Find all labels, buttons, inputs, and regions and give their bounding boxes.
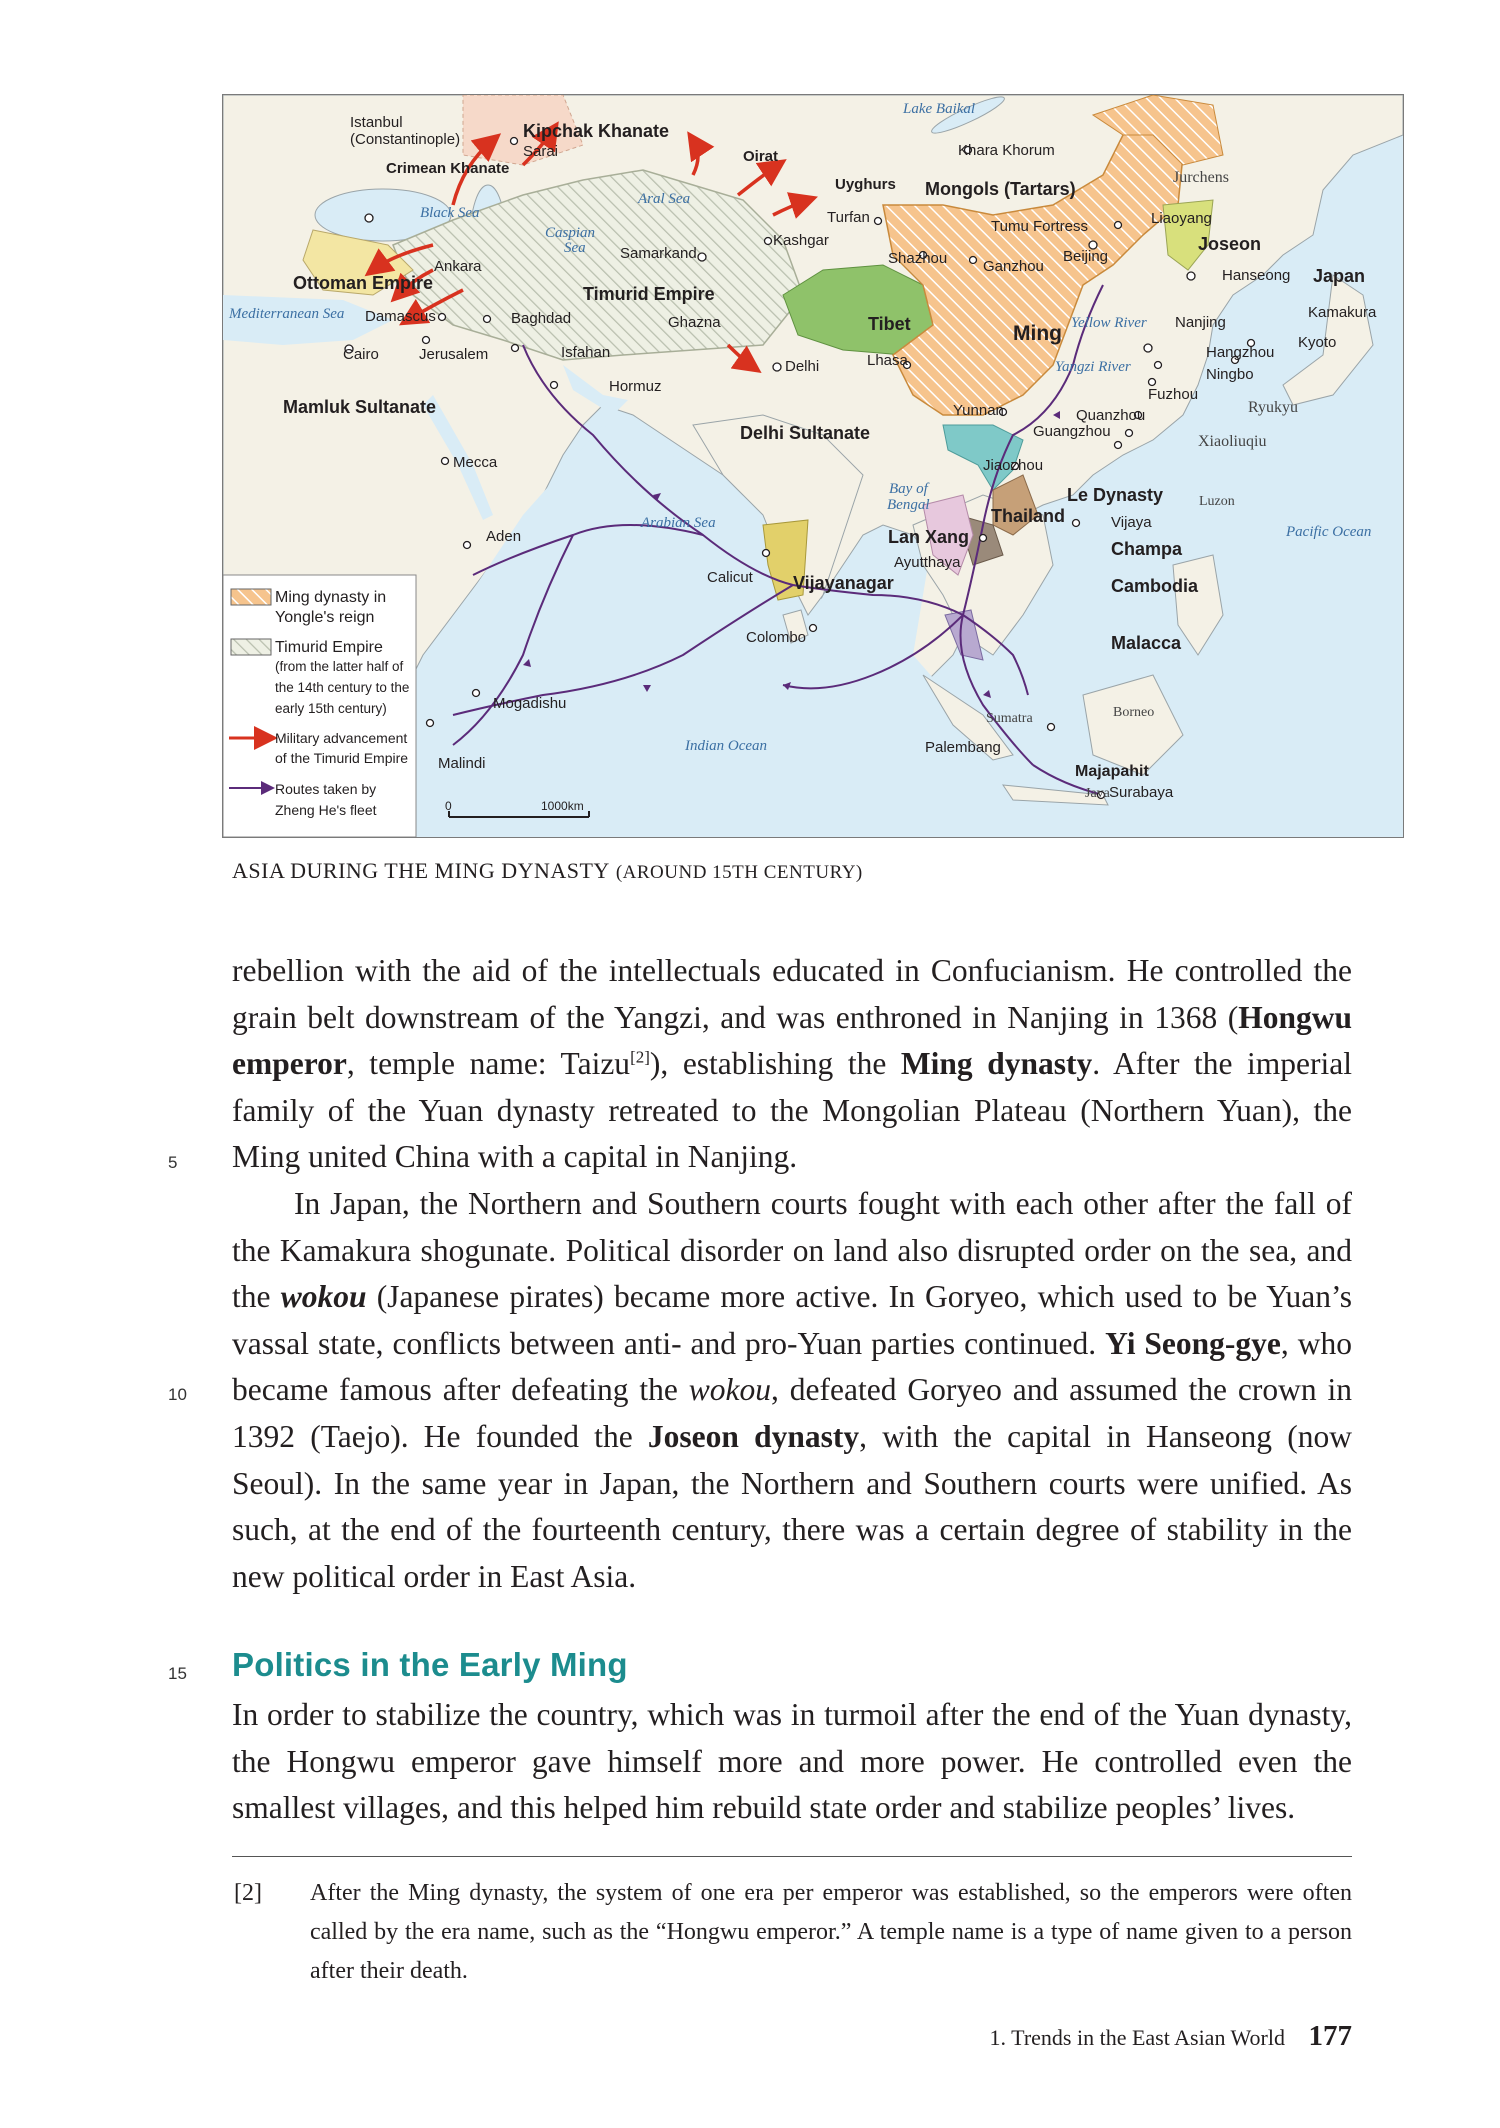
label-aden: Aden — [486, 528, 522, 545]
paragraph-3: In order to stabilize the country, which was in turmoil after the end of the Yuan dynasty, the Hongwu emperor gave himself more and more power. He controlled even the smallest villages, and this helped him rebuild state order and stabilize peoples’ lives. — [232, 1697, 1352, 1826]
label-mecca: Mecca — [453, 454, 498, 471]
label-uyghurs: Uyghurs — [835, 176, 896, 193]
label-thailand: Thailand — [991, 506, 1066, 526]
label-bay-2: Bengal — [887, 497, 930, 513]
label-baghdad: Baghdad — [511, 310, 572, 327]
label-malacca: Malacca — [1111, 633, 1182, 653]
label-caspian-2: Sea — [564, 240, 586, 256]
footer-chapter: 1. Trends in the East Asian World — [989, 2025, 1285, 2050]
label-bay-1: Bay of — [889, 481, 928, 497]
label-vijaya: Vijaya — [1111, 514, 1152, 531]
label-borneo: Borneo — [1113, 705, 1155, 720]
page-number: 177 — [1308, 2020, 1352, 2052]
body-paragraph-3 — [232, 1692, 1352, 1832]
paragraph-1 — [232, 948, 1352, 1181]
label-oirat: Oirat — [743, 148, 779, 165]
label-jerusalem: Jerusalem — [419, 346, 489, 363]
scale-zero: 0 — [445, 799, 452, 813]
label-hangzhou: Hangzhou — [1206, 344, 1275, 361]
p2-term-wokou: wokou — [280, 1279, 367, 1315]
line-number-10: 10 — [168, 1385, 187, 1404]
body-paragraphs — [232, 948, 1352, 1600]
label-xiaoliuqiu: Xiaoliuqiu — [1198, 433, 1267, 450]
label-kamakura: Kamakura — [1308, 304, 1377, 321]
p1-text-c: , temple name: Taizu — [346, 1046, 631, 1082]
label-yunnan: Yunnan — [953, 402, 1004, 419]
label-cambodia: Cambodia — [1111, 576, 1199, 596]
label-le-dynasty: Le Dynasty — [1067, 485, 1164, 505]
label-istanbul-2: (Constantinople) — [350, 131, 461, 148]
label-colombo: Colombo — [746, 629, 807, 646]
footnote-divider — [232, 1856, 1352, 1857]
label-ryukyu: Ryukyu — [1248, 399, 1299, 416]
label-vijayanagar: Vijayanagar — [793, 573, 894, 593]
label-lhasa: Lhasa — [867, 352, 908, 369]
line-number-5: 5 — [168, 1153, 178, 1172]
label-istanbul-1: Istanbul — [350, 114, 403, 131]
label-japan: Japan — [1313, 266, 1366, 286]
label-damascus: Damascus — [365, 308, 436, 325]
section-heading: Politics in the Early Ming — [232, 1646, 628, 1683]
label-ghazna: Ghazna — [668, 314, 721, 331]
p1-text-a: rebellion with the aid of the intellectuals educated in Confucianism. He controlled the grain belt downstream of the Yangzi, and was enthroned in Nanjing in 1368 ( — [232, 953, 1352, 1035]
label-crimean-khanate: Crimean Khanate — [386, 160, 510, 177]
label-ankara: Ankara — [434, 258, 482, 275]
legend-ming-1: Ming dynasty in — [275, 589, 387, 606]
label-majapahit: Majapahit — [1075, 763, 1149, 780]
label-samarkand: Samarkand — [620, 245, 697, 262]
label-mediterranean-sea: Mediterranean Sea — [229, 306, 345, 322]
label-timurid-empire: Timurid Empire — [583, 284, 715, 304]
legend-ming-2: Yongle's reign — [275, 609, 375, 626]
p2-text-e: , who became famous after defeating the — [232, 1325, 1353, 1408]
legend-swatch-timurid — [231, 639, 271, 655]
label-kipchak-khanate: Kipchak Khanate — [523, 121, 670, 141]
label-guangzhou: Guangzhou — [1033, 423, 1111, 440]
label-malindi: Malindi — [438, 755, 486, 772]
label-arabian-sea: Arabian Sea — [641, 515, 716, 531]
scale-km: 1000km — [541, 799, 584, 813]
legend-timurid-2: (from the latter half of — [275, 659, 404, 674]
label-yangzi-river: Yangzi River — [1055, 359, 1131, 375]
label-khara-khorum: Khara Khorum — [958, 142, 1055, 159]
label-java: Java — [1085, 786, 1110, 801]
p2-bold-joseon: Joseon dynasty — [647, 1418, 860, 1454]
label-aral-sea: Aral Sea — [638, 191, 691, 207]
label-caspian-1: Caspian — [545, 225, 596, 241]
label-ottoman-empire: Ottoman Empire — [293, 273, 434, 293]
label-cairo: Cairo — [343, 346, 379, 363]
p2-term-wokou-2: wokou — [688, 1372, 772, 1408]
label-calicut: Calicut — [707, 569, 753, 586]
map-caption — [232, 858, 863, 884]
label-lake-baikal: Lake Baikal — [903, 101, 976, 117]
legend-military-2: of the Timurid Empire — [275, 750, 409, 766]
paragraph-2 — [232, 1181, 1352, 1600]
label-yellow-river: Yellow River — [1071, 315, 1147, 331]
label-tibet: Tibet — [868, 314, 911, 334]
label-kyoto: Kyoto — [1298, 334, 1337, 351]
p1-text-d: ), establishing the — [649, 1046, 901, 1082]
label-surabaya: Surabaya — [1109, 784, 1174, 801]
footnote — [232, 1874, 1352, 1991]
label-quanzhou: Quanzhou — [1076, 407, 1146, 424]
label-luzon: Luzon — [1199, 494, 1235, 509]
label-delhi: Delhi — [785, 358, 820, 375]
p2-bold-yi: Yi Seong-gye — [1105, 1325, 1281, 1361]
label-nanjing: Nanjing — [1175, 314, 1226, 331]
label-hanseong: Hanseong — [1222, 267, 1291, 284]
caption-sub: (AROUND 15TH CENTURY) — [615, 862, 863, 883]
label-black-sea: Black Sea — [420, 205, 480, 221]
label-ganzhou: Ganzhou — [983, 258, 1044, 275]
legend-swatch-ming — [231, 589, 271, 605]
legend-timurid-4: early 15th century) — [275, 701, 387, 716]
label-joseon: Joseon — [1198, 234, 1262, 254]
p2-text-i: , with the capital in Hanseong (now Seoul). In the same year in Japan, the Northern and Southern courts were unified. As such, at the end of the fourteenth century, there was a certain degree of stability in the new political order in East Asia. — [232, 1418, 1352, 1594]
label-kashgar: Kashgar — [773, 232, 829, 249]
footnote-ref[interactable]: [2] — [630, 1047, 650, 1067]
label-liaoyang: Liaoyang — [1151, 210, 1212, 227]
p2-text-g: , defeated Goryeo and assumed the crown in 1392 (Taejo). He founded the — [232, 1372, 1352, 1454]
label-pacific-ocean: Pacific Ocean — [1286, 524, 1372, 540]
label-hormuz: Hormuz — [609, 378, 662, 395]
legend-routes-2: Zheng He's fleet — [275, 802, 377, 818]
label-delhi-sultanate: Delhi Sultanate — [740, 423, 871, 443]
legend-routes-1: Routes taken by — [275, 781, 377, 797]
label-sumatra: Sumatra — [986, 711, 1033, 726]
label-tumu-fortress: Tumu Fortress — [991, 218, 1088, 235]
legend-timurid-1: Timurid Empire — [275, 639, 383, 656]
label-ming: Ming — [1013, 322, 1062, 345]
label-fuzhou: Fuzhou — [1148, 386, 1199, 403]
legend-timurid-3: the 14th century to the — [275, 680, 410, 695]
map-asia-ming — [222, 94, 1404, 838]
line-number-15: 15 — [168, 1664, 187, 1683]
p1-bold-hongwu: Hongwu emperor — [232, 999, 1352, 1082]
caption-main: ASIA DURING THE MING DYNASTY — [232, 858, 610, 883]
p1-bold-ming: Ming dynasty — [900, 1046, 1093, 1082]
label-ningbo: Ningbo — [1206, 366, 1254, 383]
label-indian-ocean: Indian Ocean — [685, 738, 768, 754]
label-mamluk-sultanate: Mamluk Sultanate — [283, 397, 437, 417]
label-beijing: Beijing — [1063, 248, 1109, 265]
footnote-mark: [2] — [234, 1880, 262, 1906]
label-palembang: Palembang — [925, 739, 1001, 756]
label-mongols: Mongols (Tartars) — [925, 179, 1076, 199]
label-jurchens: Jurchens — [1173, 169, 1229, 186]
page-footer — [990, 2020, 1352, 2053]
map-canvas — [223, 95, 1403, 837]
p1-text-f: . After the imperial family of the Yuan dynasty retreated to the Mongolian Plateau (Northern Yuan), the Ming united China with a capital in Nanjing. — [232, 1046, 1353, 1175]
label-turfan: Turfan — [827, 209, 870, 226]
label-mogadishu: Mogadishu — [493, 695, 567, 712]
label-lan-xang: Lan Xang — [888, 527, 970, 547]
p2-text-c: (Japanese pirates) became more active. In Goryeo, which used to be Yuan’s vassal state, conflicts between anti- and pro-Yuan parties continued. — [232, 1279, 1352, 1361]
label-jiaozhou: Jiaozhou — [983, 457, 1044, 474]
map-legend — [223, 575, 416, 837]
p2-text-a: In Japan, the Northern and Southern courts fought with each other after the fall of the Kamakura shogunate. Political disorder on land also disrupted order on the sea, and the — [232, 1185, 1352, 1315]
label-champa: Champa — [1111, 539, 1183, 559]
label-shazhou: Shazhou — [888, 250, 948, 267]
legend-military-1: Military advancement — [275, 730, 408, 746]
label-ayutthaya: Ayutthaya — [894, 554, 961, 571]
label-sarai: Sarai — [523, 143, 559, 160]
label-isfahan: Isfahan — [561, 344, 611, 361]
footnote-text: After the Ming dynasty, the system of one era per emperor was established, so the emperors were often called by the era name, such as the “Hongwu emperor.” A temple name is a type of name given to a person after their death. — [310, 1880, 1352, 1984]
